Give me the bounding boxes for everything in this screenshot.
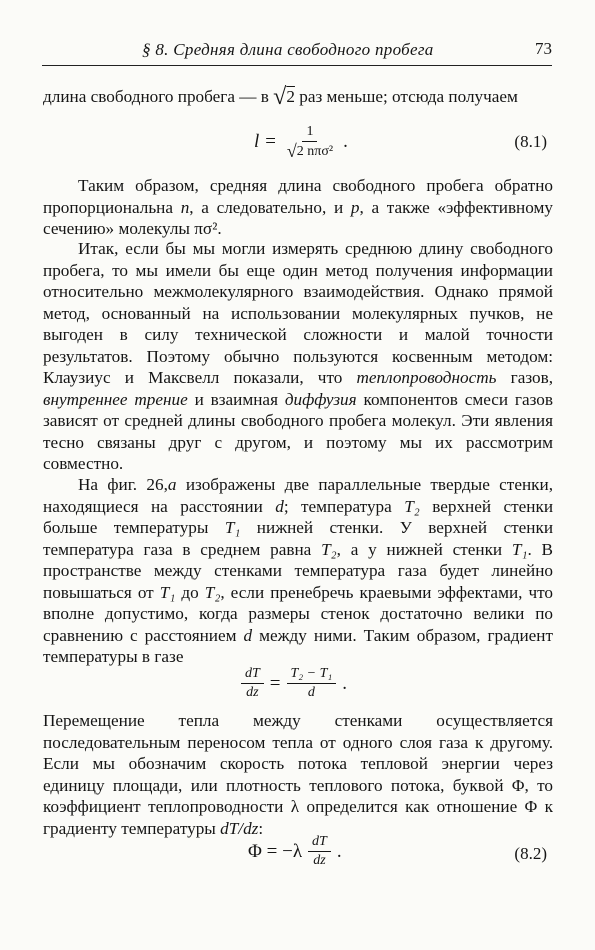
symbol-t1: T₁ — [224, 518, 241, 537]
text-fragment: . В пространстве между стенками температура газа будет линейно повышаться от — [43, 539, 554, 602]
symbol-t1: T₁ — [159, 582, 176, 602]
paragraph-measurement-method — [43, 238, 553, 475]
fraction-denominator — [283, 142, 337, 161]
text-fragment: , а у нижней стенки — [336, 539, 503, 559]
equation-gradient — [0, 665, 595, 713]
symbol-t2: T₂ — [404, 496, 420, 516]
equation-8-2 — [0, 833, 595, 881]
sqrt-radicand: 2 — [286, 87, 295, 106]
equation-number: (8.2) — [514, 844, 547, 863]
equation-period: . — [342, 672, 348, 694]
fraction — [308, 833, 331, 870]
text-fragment: Итак, если бы мы могли измерять среднюю длину свободного пробега, то мы имели бы еще один метод получения информации относительно межмолекулярного взаимодействия. Однако прямой метод, основанный на использовании молекулярных пучков, не выгоден в силу технической сложности и малой точности результатов. Поэтому обычно пользуются косвенным методом: Клаузиус и Максвелл показали, что — [43, 239, 553, 387]
equals-sign: = — [269, 672, 281, 694]
figure-label: a — [167, 475, 177, 494]
text-fragment: На фиг. 26, — [78, 475, 168, 494]
paragraph-figure-walls — [43, 474, 553, 668]
text-fragment: компонентов смеси газов зависят от средней длины свободного пробега молекул. Эти явления тесно связаны друг с другом, и поэтому мы их рассмотрим совместно. — [43, 389, 554, 473]
gradient-symbol: dT/dz — [220, 818, 259, 838]
fraction-right — [287, 665, 337, 702]
formula — [254, 123, 348, 161]
equation-period: . — [336, 840, 342, 862]
fraction-denominator: dz — [246, 685, 259, 700]
text-fragment: Перемещение тепла между стенками осуществляется последовательным переносом тепла от одного слоя газа к другому. Если мы обозначим скорость потока тепловой энергии через единицу площади, или плотность теплового потока, буквой Φ, то коэффициент теплопроводности λ определится как отношение Φ к градиенту температуры — [43, 711, 553, 838]
symbol-d: d — [243, 625, 253, 645]
symbol-d: d — [275, 496, 284, 516]
term-thermal-conductivity: теплопроводность — [356, 368, 497, 387]
text-fragment: , а следовательно, и — [189, 197, 344, 217]
denominator-text: 2 nπσ² — [296, 144, 334, 159]
text-fragment: газов, — [510, 368, 554, 387]
fraction-numerator: 1 — [302, 123, 317, 142]
symbol-n: n — [180, 197, 190, 217]
formula — [235, 665, 347, 702]
symbol-p: p — [350, 197, 360, 217]
fraction-numerator: dT — [308, 833, 331, 852]
formula — [248, 833, 342, 870]
sqrt-symbol: √ — [286, 141, 297, 161]
page-header — [42, 36, 552, 64]
text-fragment: верхней стенки больше температуры — [43, 496, 554, 537]
term-internal-friction: внутреннее трение — [43, 389, 188, 409]
equation-lhs: Φ = −λ — [248, 840, 303, 862]
fraction-denominator: d — [307, 685, 315, 700]
text-fragment: , а также «эффективному сечению» молекулы πσ². — [43, 197, 553, 238]
paragraph-intro — [43, 86, 553, 109]
text-fragment: и взаимная — [194, 389, 278, 409]
fraction-numerator: dT — [241, 665, 264, 684]
running-header-title: § 8. Средняя длина свободного пробега — [142, 40, 434, 59]
equation-period: . — [343, 131, 348, 152]
text-fragment: : — [258, 818, 264, 838]
text-fragment: между ними. Таким образом, градиент температуры в газе — [43, 625, 554, 666]
equation-number: (8.1) — [514, 132, 547, 151]
paragraph-effective-cross-section — [43, 175, 553, 240]
text-fragment: нижней стенки. У верхней стенки температура газа в среднем равна — [43, 518, 554, 559]
text-fragment: Таким образом, средняя длина свободного пробега обратно пропорциональна — [43, 176, 553, 217]
fraction-denominator: dz — [313, 853, 326, 868]
symbol-t2: T₂ — [204, 582, 221, 602]
fraction-left — [241, 665, 264, 702]
paragraph-heat-flux — [43, 710, 553, 839]
text-fragment: до — [181, 582, 199, 602]
equation-8-1 — [0, 121, 595, 169]
header-rule — [42, 65, 552, 66]
text-fragment: раз меньше; отсюда получаем — [299, 87, 518, 106]
symbol-t1: T₁ — [511, 539, 528, 559]
text-fragment: длина свободного пробега — в — [43, 87, 269, 106]
term-diffusion: диффузия — [284, 389, 357, 409]
text-fragment: изображены две параллельные твердые стенки, находящиеся на расстоянии — [43, 475, 553, 516]
symbol-t2: T₂ — [321, 539, 337, 559]
page-number: 73 — [535, 39, 552, 58]
equation-lhs: l = — [254, 131, 277, 152]
text-fragment: ; температура — [283, 496, 392, 516]
sqrt-symbol: √ — [273, 84, 287, 110]
text-fragment: , если пренебречь краевыми эффектами, что вполне допустимо, когда размеры стенок достаточно велики по сравнению с расстоянием — [43, 582, 554, 645]
fraction-numerator: T₂ − T₁ — [287, 665, 337, 684]
fraction — [283, 123, 337, 161]
